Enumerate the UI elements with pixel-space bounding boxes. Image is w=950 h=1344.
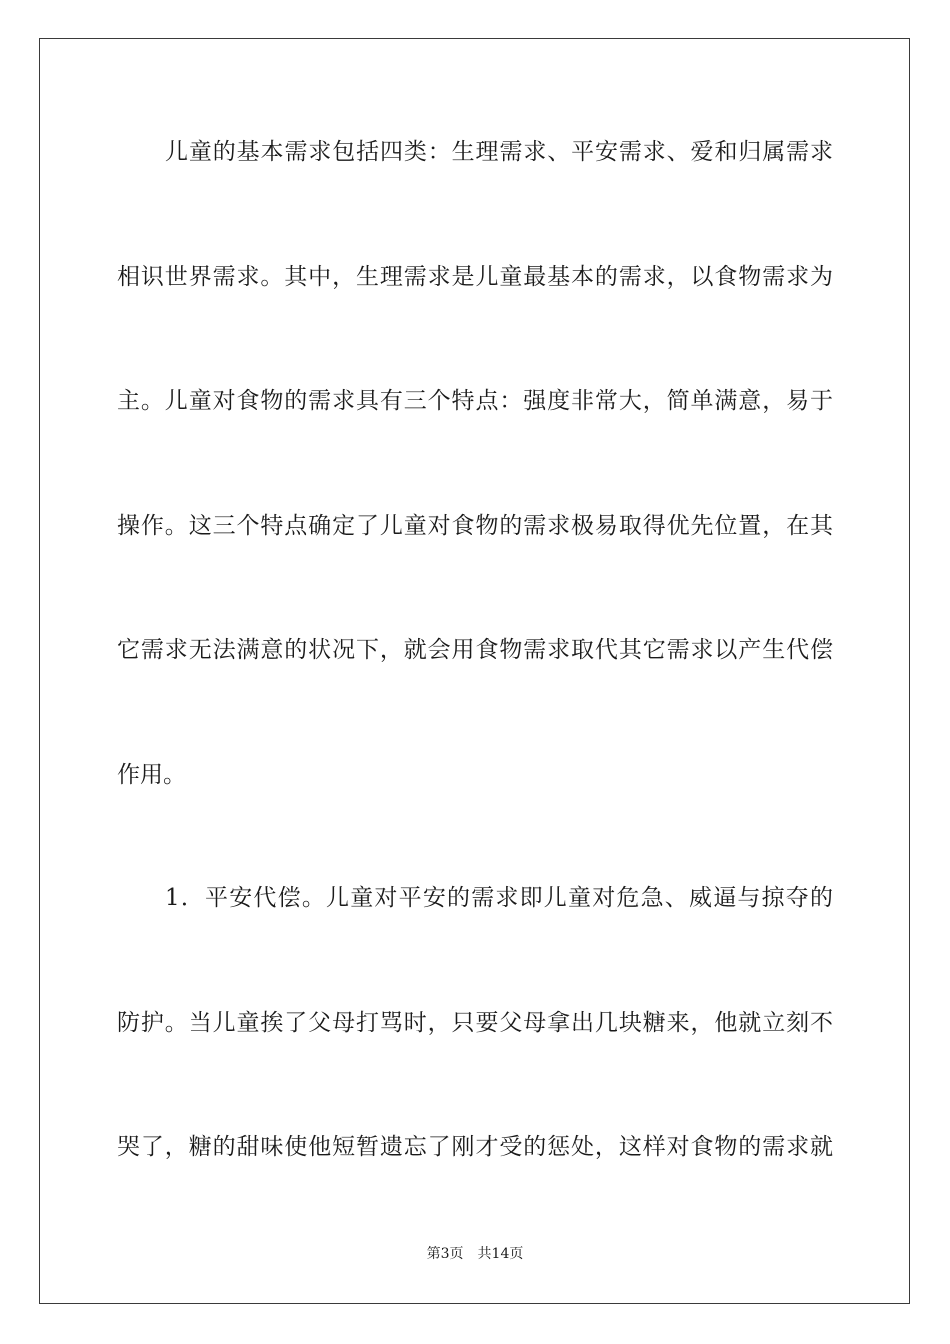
page-border [39, 38, 910, 1304]
text-line: 相识世界需求。其中，生理需求是儿童最基本的需求，以食物需求为 [117, 264, 833, 290]
text-line: 儿童的基本需求包括四类：生理需求、平安需求、爱和归属需求 [165, 139, 833, 165]
text-line: 它需求无法满意的状况下，就会用食物需求取代其它需求以产生代偿 [117, 637, 833, 663]
text-line: 主。儿童对食物的需求具有三个特点：强度非常大，简单满意，易于 [117, 388, 833, 414]
text-line: 1．平安代偿。儿童对平安的需求即儿童对危急、威逼与掠夺的 [165, 885, 833, 911]
page-number: 第3页 [426, 1246, 464, 1262]
page-total: 共14页 [477, 1246, 524, 1262]
text-line: 操作。这三个特点确定了儿童对食物的需求极易取得优先位置，在其 [117, 513, 833, 539]
page-footer [0, 1245, 950, 1263]
text-line: 防护。当儿童挨了父母打骂时，只要父母拿出几块糖来，他就立刻不 [117, 1010, 833, 1036]
text-line: 哭了，糖的甜味使他短暂遗忘了刚才受的惩处，这样对食物的需求就 [117, 1134, 833, 1160]
text-line: 作用。 [117, 762, 186, 788]
